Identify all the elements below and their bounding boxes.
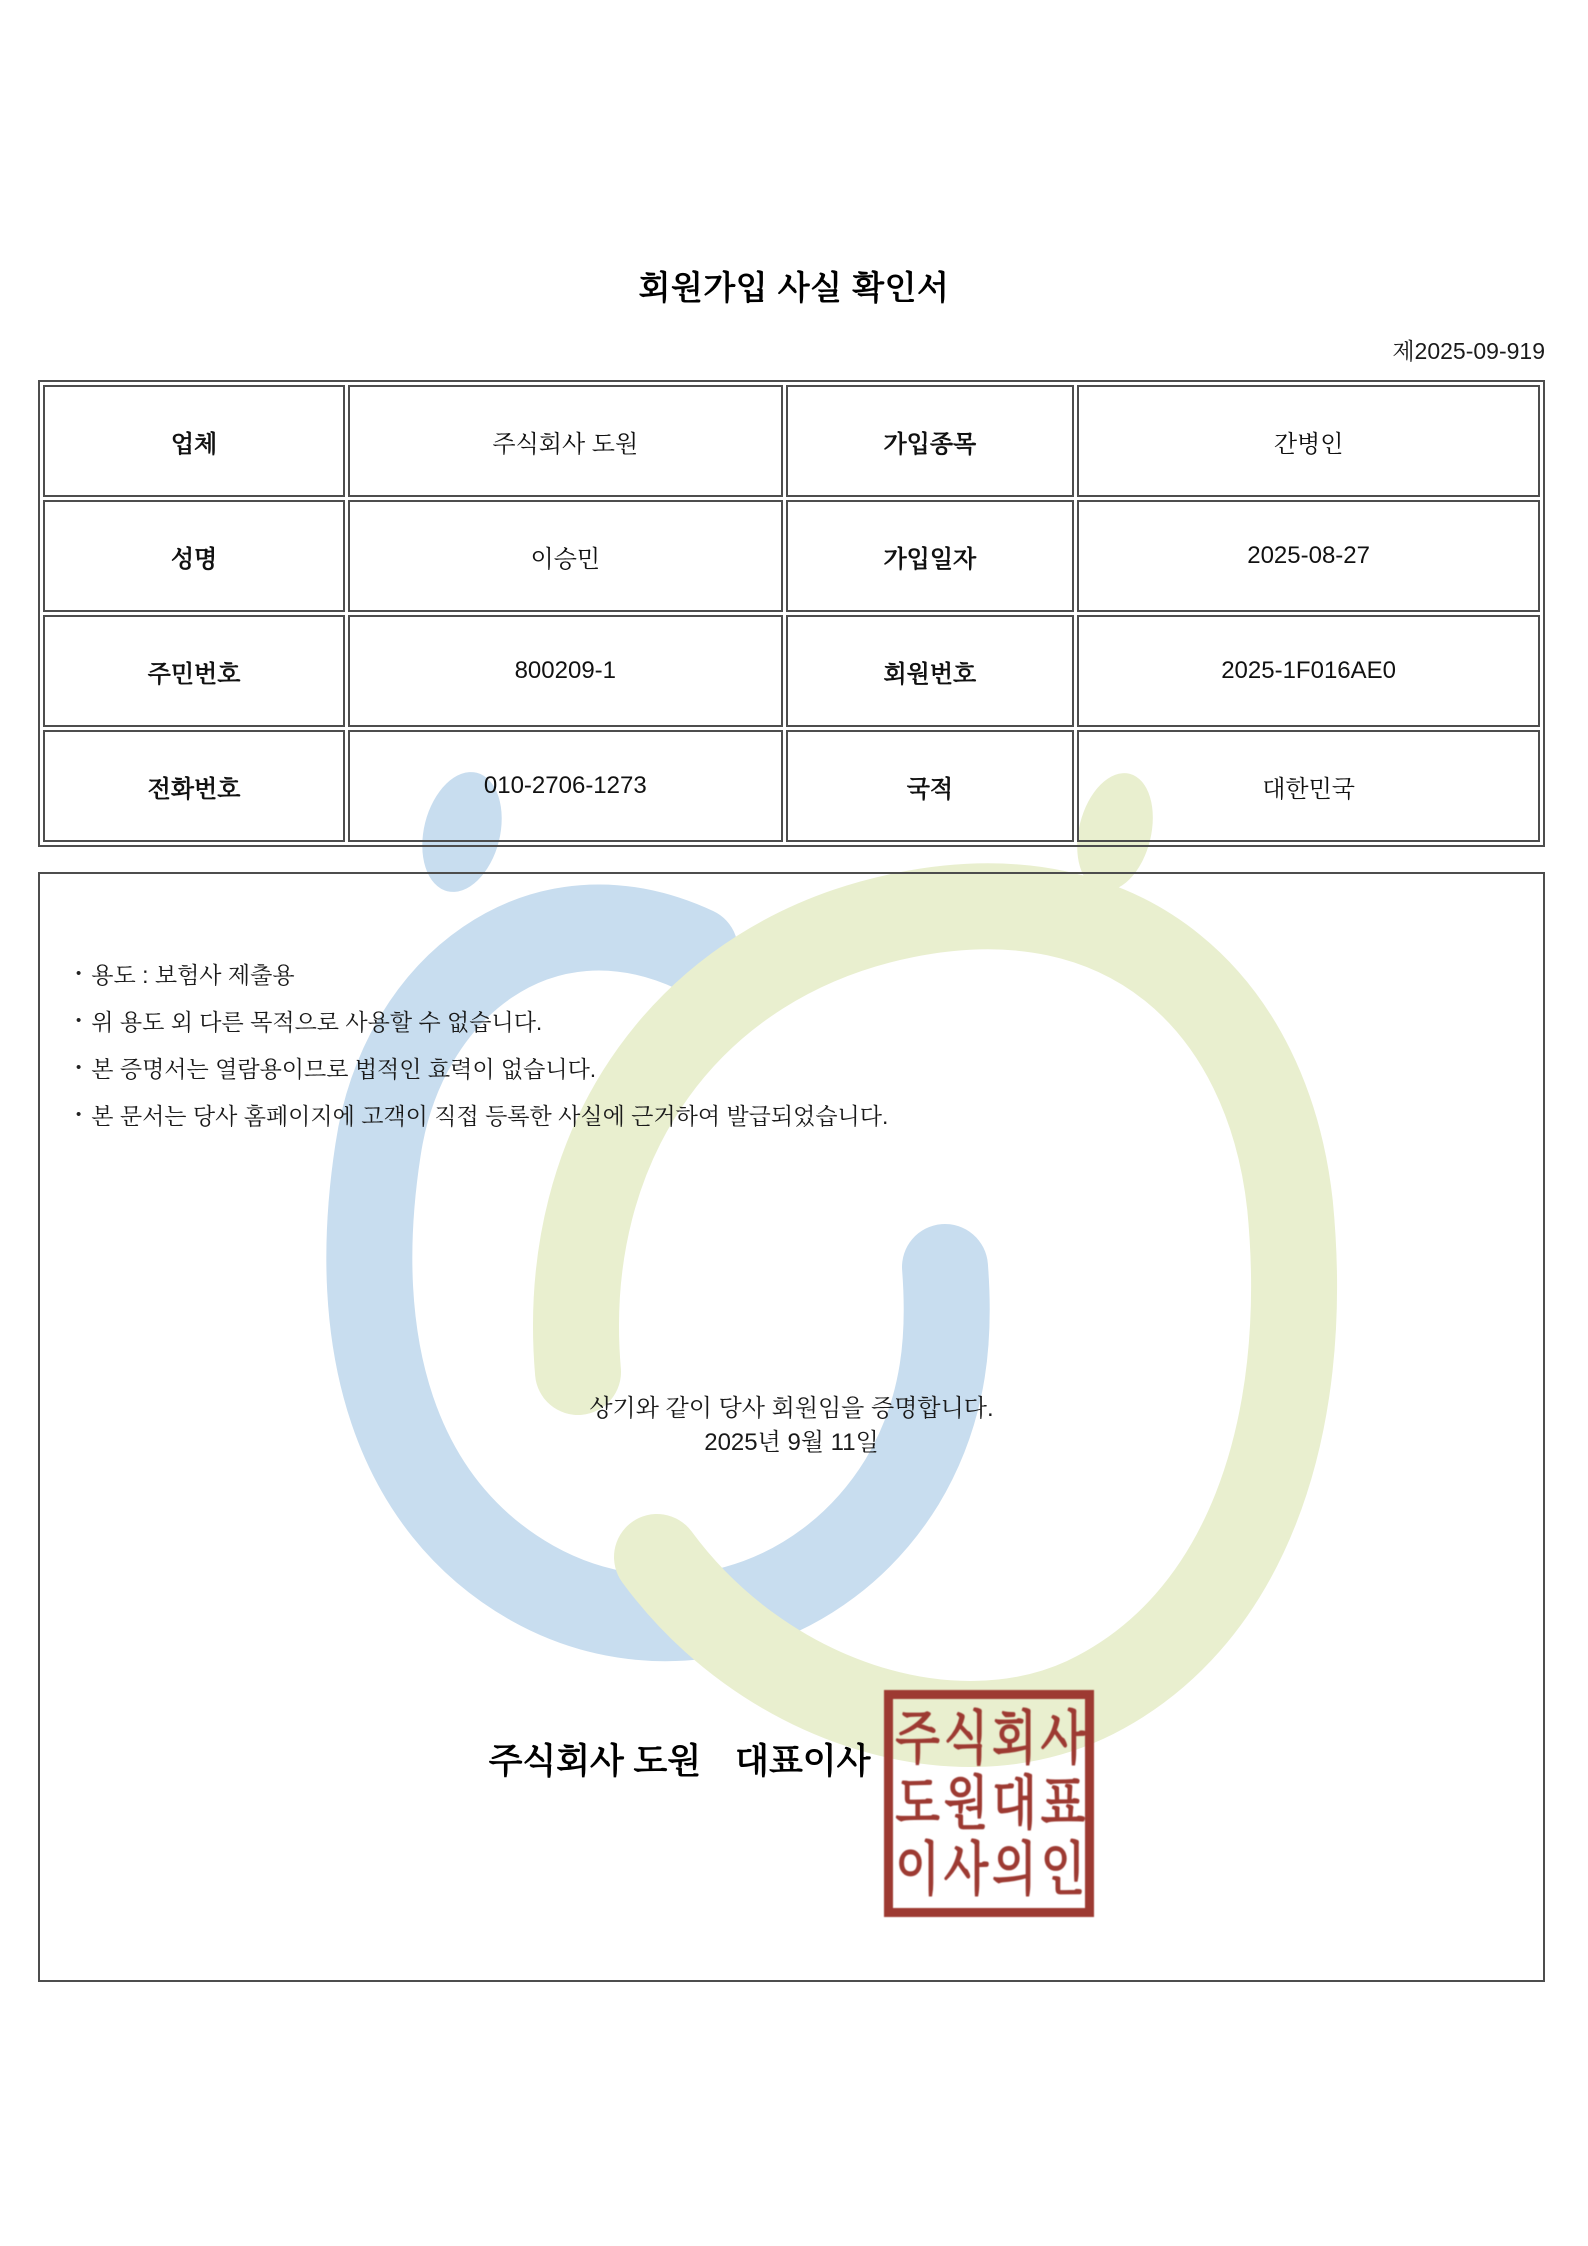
name-value: 이승민 [348,500,782,612]
company-label: 업체 [43,385,345,497]
statement-line: 상기와 같이 당사 회원임을 증명합니다. [589,1395,994,1422]
join-date-value: 2025-08-27 [1077,500,1540,612]
company-value: 주식회사 도원 [348,385,782,497]
table-row [43,385,1540,497]
page-title: 회원가입 사실 확인서 [638,269,950,306]
signature-company: 주식회사 도원 [488,1741,702,1781]
resident-id-value: 800209-1 [348,615,782,727]
name-label: 성명 [43,500,345,612]
membership-type-label: 가입종목 [786,385,1075,497]
bullet-icon: • [76,1106,82,1123]
phone-label: 전화번호 [43,730,345,842]
note-text: 위 용도 외 다른 목적으로 사용할 수 없습니다. [91,1009,543,1035]
document-number: 제2025-09-919 [1392,338,1545,364]
member-number-label: 회원번호 [786,615,1075,727]
corporate-seal-stamp [884,1690,1094,1917]
note-text: 용도 : 보험사 제출용 [91,962,295,988]
note-text: 본 증명서는 열람용이므로 법적인 효력이 없습니다. [91,1056,597,1082]
list-item [76,1091,888,1138]
seal-text-row: 주식회사 [895,1705,1090,1771]
member-info-table [38,380,1545,847]
seal-text-row: 도원대표 [895,1770,1090,1837]
bullet-icon: • [76,965,82,982]
bullet-icon: • [76,1012,82,1029]
usage-notes-list [76,950,888,1138]
list-item [76,1044,888,1091]
signature-title: 대표이사 [735,1741,871,1781]
list-item [76,950,888,997]
seal-text-row: 이사의인 [895,1836,1090,1902]
list-item [76,997,888,1044]
join-date-label: 가입일자 [786,500,1075,612]
table-row [43,730,1540,842]
signature-text [489,1734,871,1874]
resident-id-label: 주민번호 [43,615,345,727]
certification-statement [40,1392,1543,1460]
nationality-value: 대한민국 [1077,730,1540,842]
nationality-label: 국적 [786,730,1075,842]
bullet-icon: • [76,1059,82,1076]
issue-date: 2025년 9월 11일 [704,1429,879,1456]
member-number-value: 2025-1F016AE0 [1077,615,1540,727]
table-row [43,500,1540,612]
membership-type-value: 간병인 [1077,385,1540,497]
notes-box [38,872,1545,1982]
phone-value: 010-2706-1273 [348,730,782,842]
table-row [43,615,1540,727]
signature-row [40,1690,1543,1917]
note-text: 본 문서는 당사 홈페이지에 고객이 직접 등록한 사실에 근거하여 발급되었습니다. [91,1103,889,1129]
